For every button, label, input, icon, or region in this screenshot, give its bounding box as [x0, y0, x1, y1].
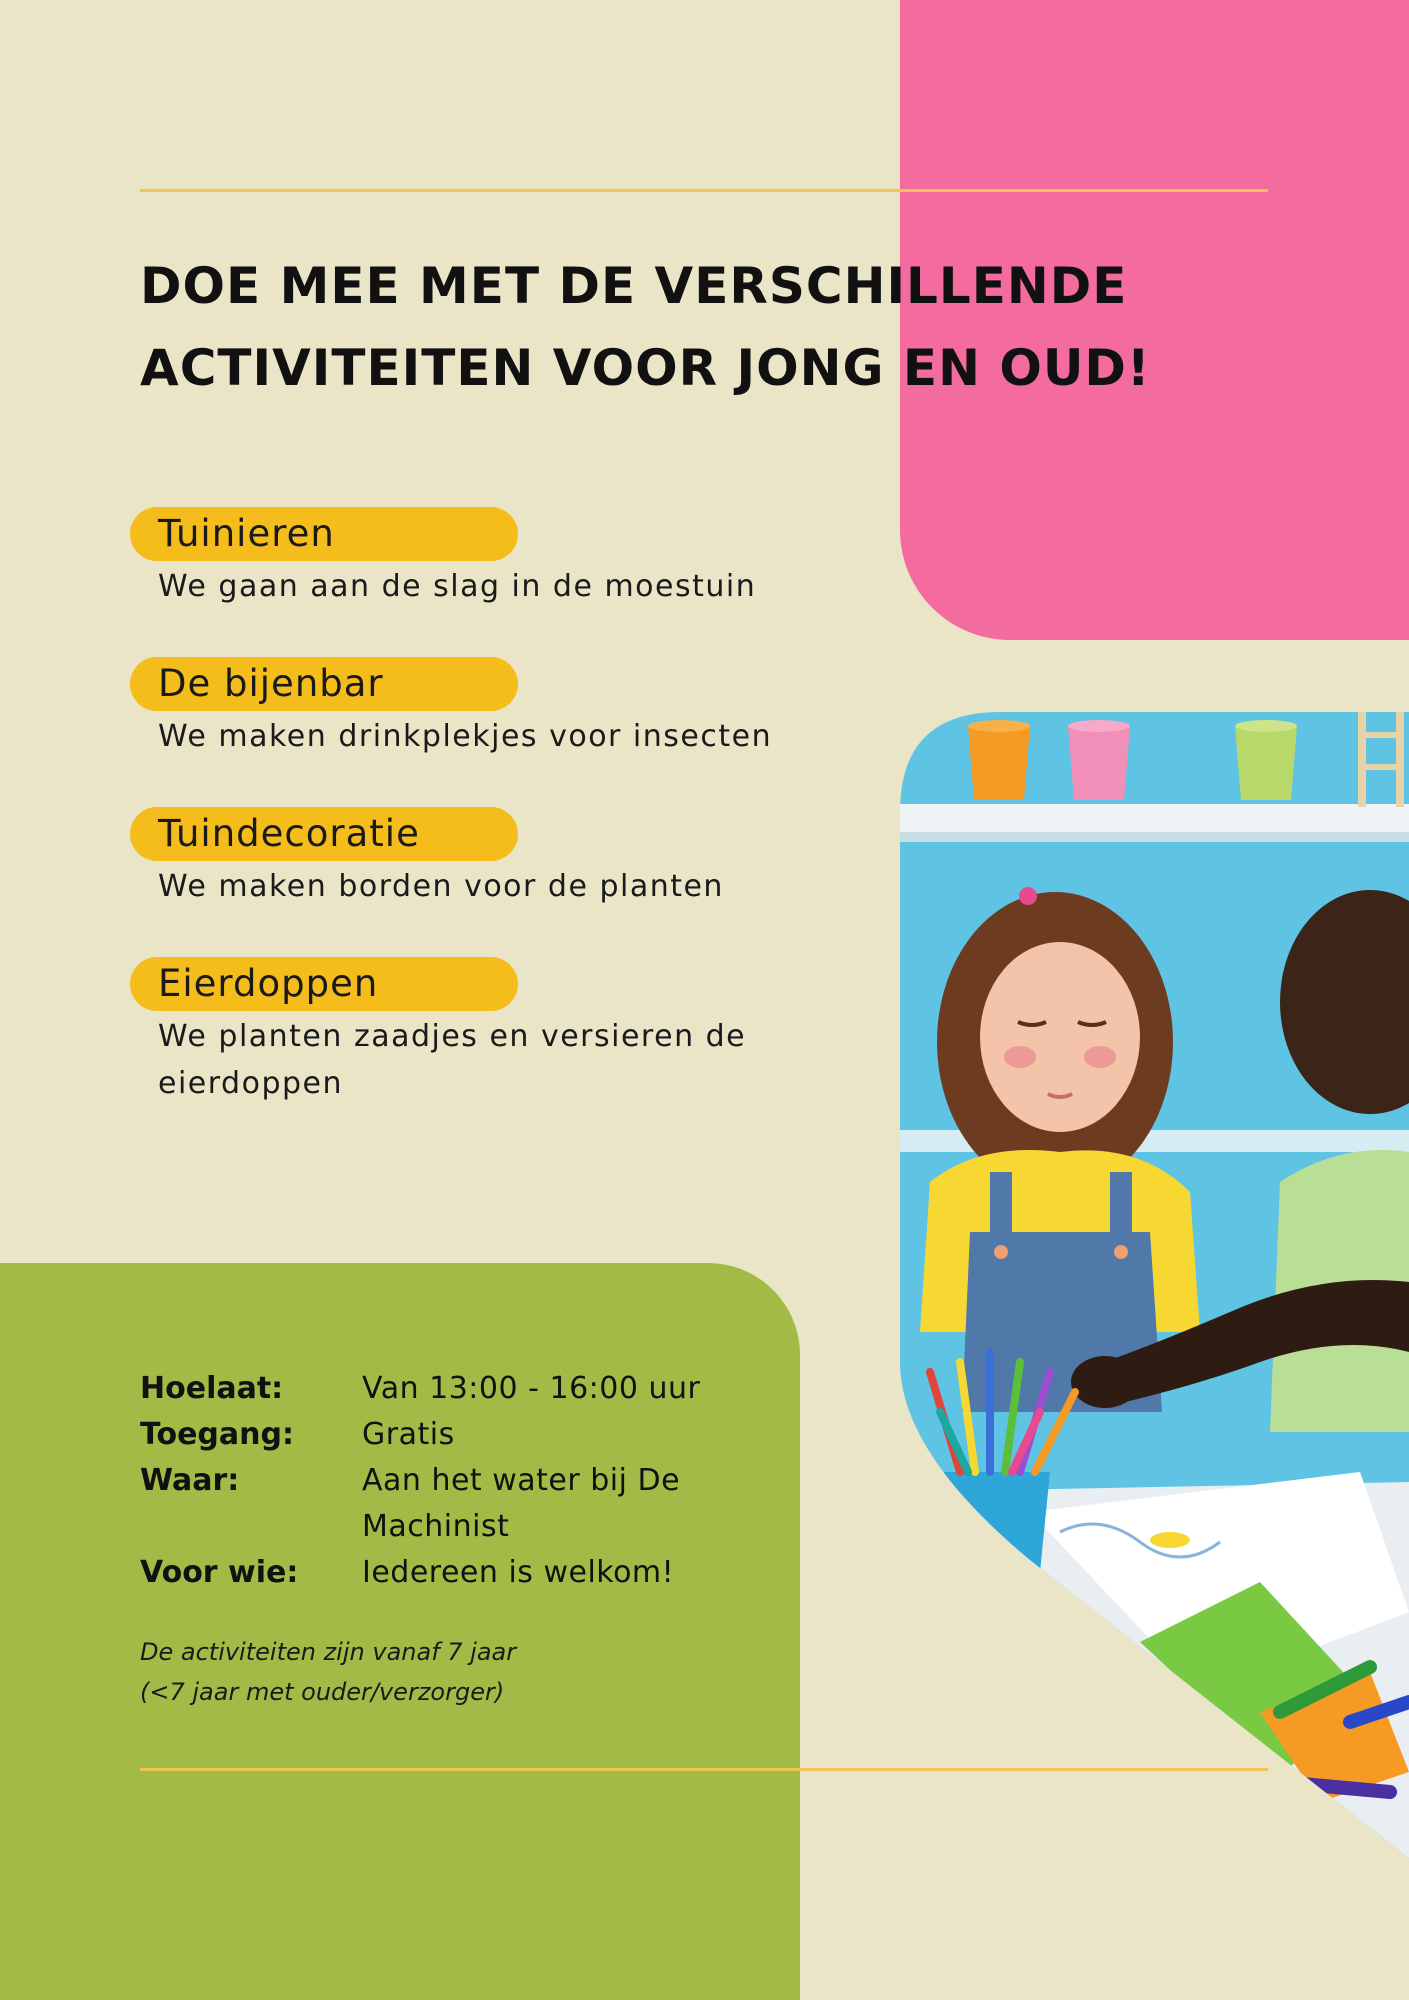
activity-description: We planten zaadjes en versieren de eierdoppen	[158, 1019, 747, 1101]
headline	[140, 245, 1340, 409]
info-value: Iedereen is welkom!	[362, 1555, 675, 1590]
activity-title-pill: Tuinieren	[130, 507, 518, 561]
children-crafting-photo	[900, 712, 1409, 1858]
age-note-line-1: De activiteiten zijn vanaf 7 jaar	[140, 1638, 517, 1666]
activity-title-pill: Tuindecoratie	[130, 807, 518, 861]
info-row-audience	[140, 1550, 780, 1596]
info-row-time	[140, 1366, 780, 1412]
activity-description: We maken borden voor de planten	[158, 869, 724, 904]
activity-description: We maken drinkplekjes voor insecten	[158, 719, 773, 754]
info-row-location	[140, 1458, 780, 1550]
age-note-line-2: (<7 jaar met ouder/verzorger)	[140, 1678, 505, 1706]
info-label: Toegang:	[140, 1417, 294, 1452]
activity-description: We gaan aan de slag in de moestuin	[158, 569, 757, 604]
activity-eierdoppen	[130, 957, 890, 1107]
activity-title-pill: Eierdoppen	[130, 957, 518, 1011]
info-row-access	[140, 1412, 780, 1458]
info-label: Voor wie:	[140, 1555, 299, 1590]
info-label: Hoelaat:	[140, 1371, 284, 1406]
activity-bijenbar	[130, 657, 890, 760]
info-value: Van 13:00 - 16:00 uur	[362, 1371, 701, 1406]
event-info-table	[140, 1366, 780, 1596]
activity-title-pill: De bijenbar	[130, 657, 518, 711]
headline-line-2: ACTIVITEITEN VOOR JONG EN OUD!	[140, 339, 1151, 397]
activity-tuinieren	[130, 507, 890, 610]
info-value: Aan het water bij De Machinist	[362, 1463, 681, 1544]
activity-tuindecoratie	[130, 807, 890, 910]
info-value: Gratis	[362, 1417, 455, 1452]
info-label: Waar:	[140, 1463, 240, 1498]
headline-line-1: DOE MEE MET DE VERSCHILLENDE	[140, 257, 1128, 315]
age-note	[140, 1632, 780, 1712]
top-divider-line	[140, 189, 1268, 192]
